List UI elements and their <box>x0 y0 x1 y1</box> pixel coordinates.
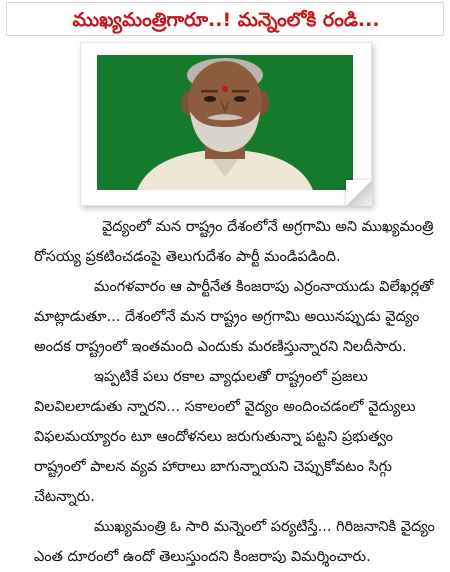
portrait-photo <box>97 55 353 190</box>
portrait-illustration <box>97 55 353 190</box>
headline: ముఖ్యమంత్రిగారూ..! మన్నెంలోకి రండి... <box>72 9 380 31</box>
article-paragraph: మంగళవారం ఆ పార్టీనేత కింజరాపు ఎర్రంనాయుడు విలేఖర్లతో మాట్లాడుతూ... దేశంలోనే మన రాష్ట్రం అగ్రగామి అయినప్పుడు వైద్యం అందక రాష్ట్రంలో ఇంతమంది ఎందుకు మరణిస్తున్నారని నిలదీసారు. <box>34 279 434 355</box>
headline-box <box>6 2 444 36</box>
article-body <box>0 212 450 572</box>
article-paragraph: ముఖ్యమంత్రి ఓ సారి మన్నెంలో పర్యటిస్తే... గిరిజనానికి వైద్యం ఎంత దూరంలో ఉందో తెలుస్తుందని కింజరాపు విమర్శించారు. <box>34 519 435 565</box>
article-paragraph: వైద్యంలో మన రాష్ట్రం దేశంలోనే అగ్రగామి అని ముఖ్యమంత్రి రోసయ్య ప్రకటించడంపై తెలుగుదేశం పార్టీ మండిపడింది. <box>34 219 434 265</box>
photo-frame <box>80 42 372 206</box>
article-paragraph: ఇప్పటికే పలు రకాల వ్యాధులతో రాష్ట్రంలో ప్రజలు విలవిలలాడుతు న్నారని... సకాలంలో వైద్యం అందించడంలో వైద్యులు విఫలమయ్యారం టూ ఆందోళనలు జరుగుతున్నా పట్టని ప్రభుత్వం రాష్ట్రంలో పాలన వ్యవ హారాలు బాగున్నాయని చెప్పుకోవటం సిగ్గు చేటన్నారు. <box>34 369 416 505</box>
